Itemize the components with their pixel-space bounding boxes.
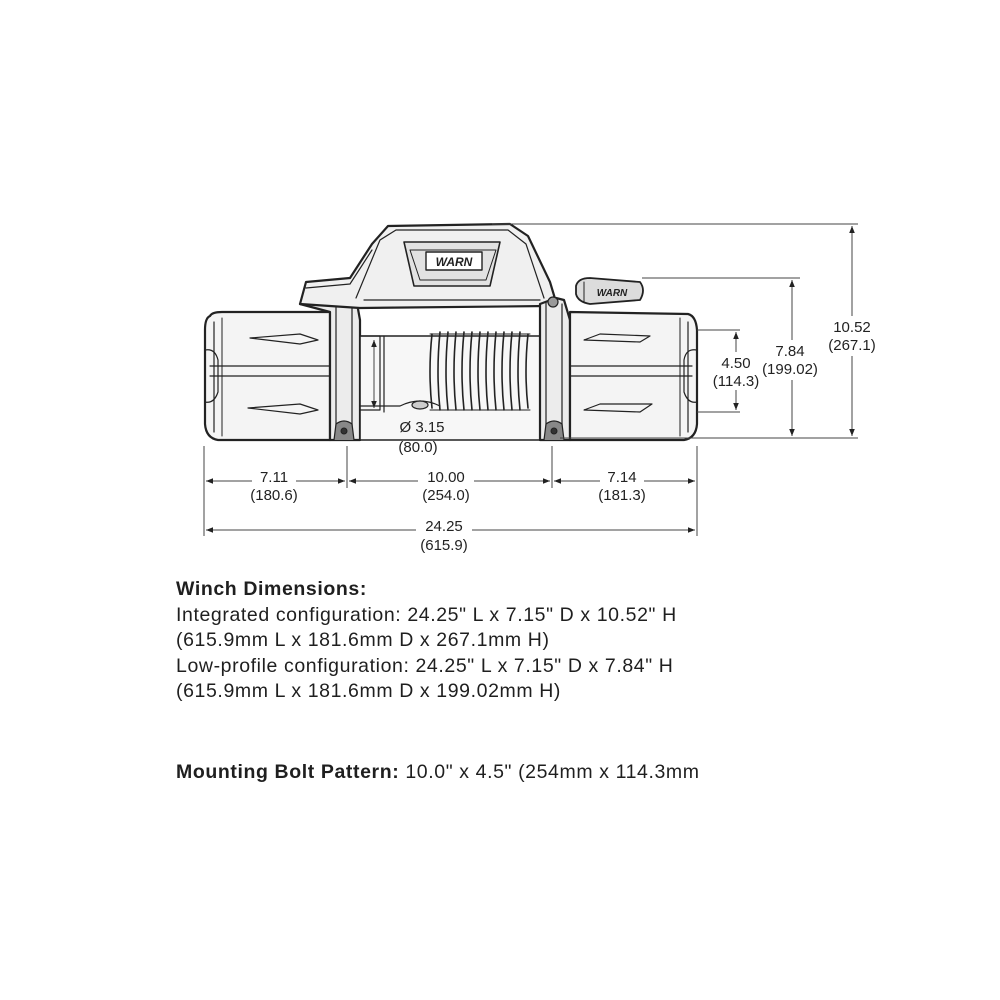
low-profile-config-mm-line: (615.9mm L x 181.6mm D x 199.02mm H) — [176, 680, 561, 702]
drum-diameter-dim-mm: (80.0) — [398, 439, 438, 456]
right-section-dim: 7.14 — [607, 469, 637, 486]
winch-dimensions-heading: Winch Dimensions: — [176, 578, 367, 600]
left-section-dim: 7.11 — [259, 469, 289, 486]
mounting-bolt-pattern — [176, 761, 700, 784]
bolt-height-dim: 4.50 — [721, 355, 751, 372]
gearbox-housing — [570, 312, 697, 440]
clutch-lever-label: WARN — [596, 288, 628, 299]
middle-section-dim: 10.00 — [427, 469, 465, 486]
winch-dimensions-block — [176, 577, 976, 705]
low-profile-config-line: Low-profile configuration: 24.25" L x 7.15" D x 7.84" H — [176, 654, 674, 677]
rope-drum — [360, 332, 542, 440]
low-profile-height-dim: 7.84 — [775, 343, 805, 360]
overall-length-dim-mm: (615.9) — [420, 537, 468, 554]
bolt-height-dim-mm: (114.3) — [712, 373, 760, 390]
mounting-bolt-label: Mounting Bolt Pattern: — [176, 761, 400, 783]
integrated-config-mm-line: (615.9mm L x 181.6mm D x 267.1mm H) — [176, 629, 550, 651]
clutch-lever — [576, 278, 643, 304]
winch-illustration — [205, 224, 697, 440]
right-section-dim-mm: (181.3) — [598, 487, 646, 504]
integrated-height-dim-mm: (267.1) — [828, 337, 876, 354]
integrated-config-line: Integrated configuration: 24.25" L x 7.15" D x 10.52" H — [176, 603, 677, 626]
drum-diameter-dim: Ø 3.15 — [399, 419, 445, 436]
low-profile-height-dim-mm: (199.02) — [762, 361, 818, 378]
left-section-dim-mm: (180.6) — [250, 487, 298, 504]
warn-logo: WARN — [435, 255, 473, 269]
right-end-bracket — [540, 297, 570, 440]
overall-length-dim: 24.25 — [425, 518, 463, 535]
integrated-height-dim: 10.52 — [833, 319, 871, 336]
middle-section-dim-mm: (254.0) — [422, 487, 470, 504]
control-pack — [300, 224, 556, 308]
motor-housing — [205, 312, 330, 440]
mounting-bolt-value: 10.0" x 4.5" (254mm x 114.3mm — [399, 761, 700, 783]
